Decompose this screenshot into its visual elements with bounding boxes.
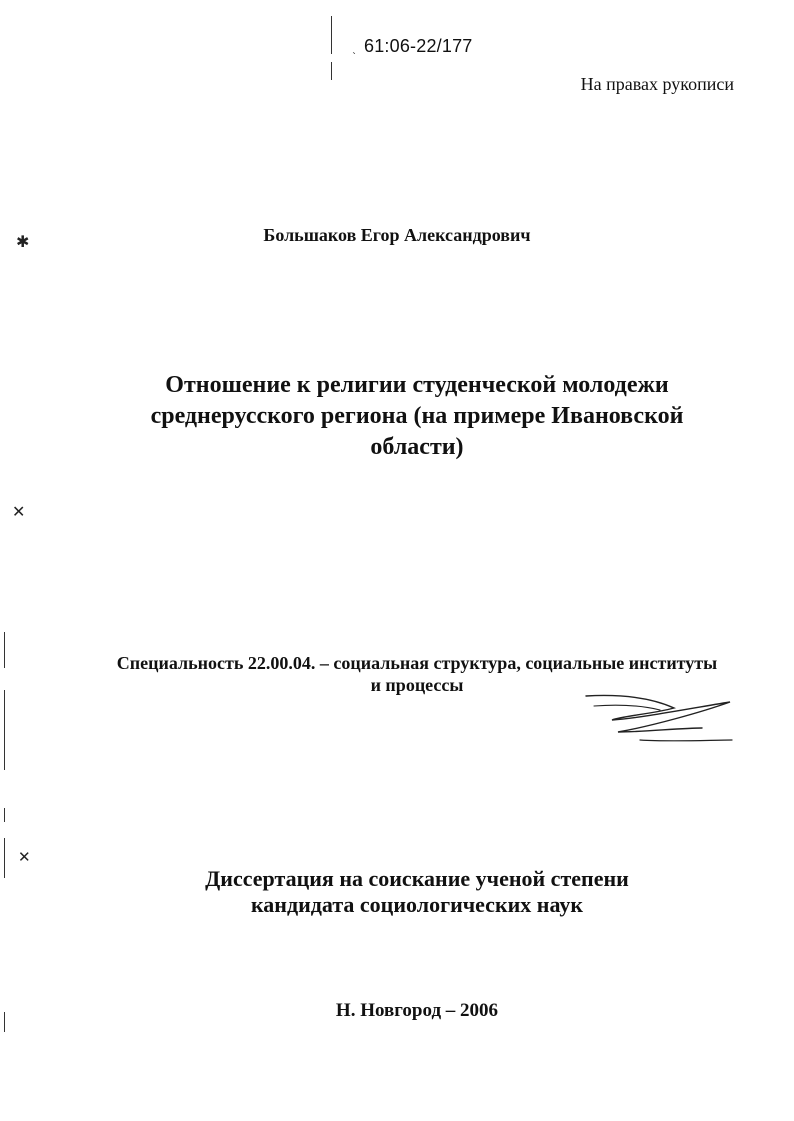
scan-line-left-edge-2	[4, 690, 5, 770]
rights-note: На правах рукописи	[580, 74, 734, 94]
degree-line: кандидата социологических наук	[250, 892, 584, 917]
handwritten-signature	[582, 688, 742, 752]
scan-line-left-edge-4	[4, 838, 5, 878]
scan-dot-mark: `	[352, 52, 357, 63]
archive-code: 61:06-22/177	[364, 36, 473, 56]
title-line: области)	[370, 434, 464, 460]
margin-mark-3: ✕	[18, 848, 31, 866]
place-and-year: Н. Новгород – 2006	[335, 1000, 499, 1021]
scan-line-stamp-left	[331, 16, 332, 54]
scan-line-left-edge-1	[4, 632, 5, 668]
scan-line-left-edge-3	[4, 808, 5, 822]
author-name: Большаков Егор Александрович	[263, 225, 531, 245]
dissertation-title	[97, 370, 737, 463]
title-line: Отношение к религии студенческой молодежи	[165, 372, 669, 398]
degree-statement	[97, 866, 737, 918]
specialty-line: и процессы	[370, 675, 464, 695]
margin-mark-1: ✱	[16, 232, 30, 251]
specialty-line: Специальность 22.00.04. – социальная структура, социальные институты	[116, 653, 718, 673]
margin-mark-2: ✕	[12, 502, 26, 521]
scan-line-stamp-left-lower	[331, 62, 332, 80]
title-line: среднерусского региона (на примере Ивановской	[150, 403, 684, 429]
degree-line: Диссертация на соискание ученой степени	[205, 866, 629, 891]
